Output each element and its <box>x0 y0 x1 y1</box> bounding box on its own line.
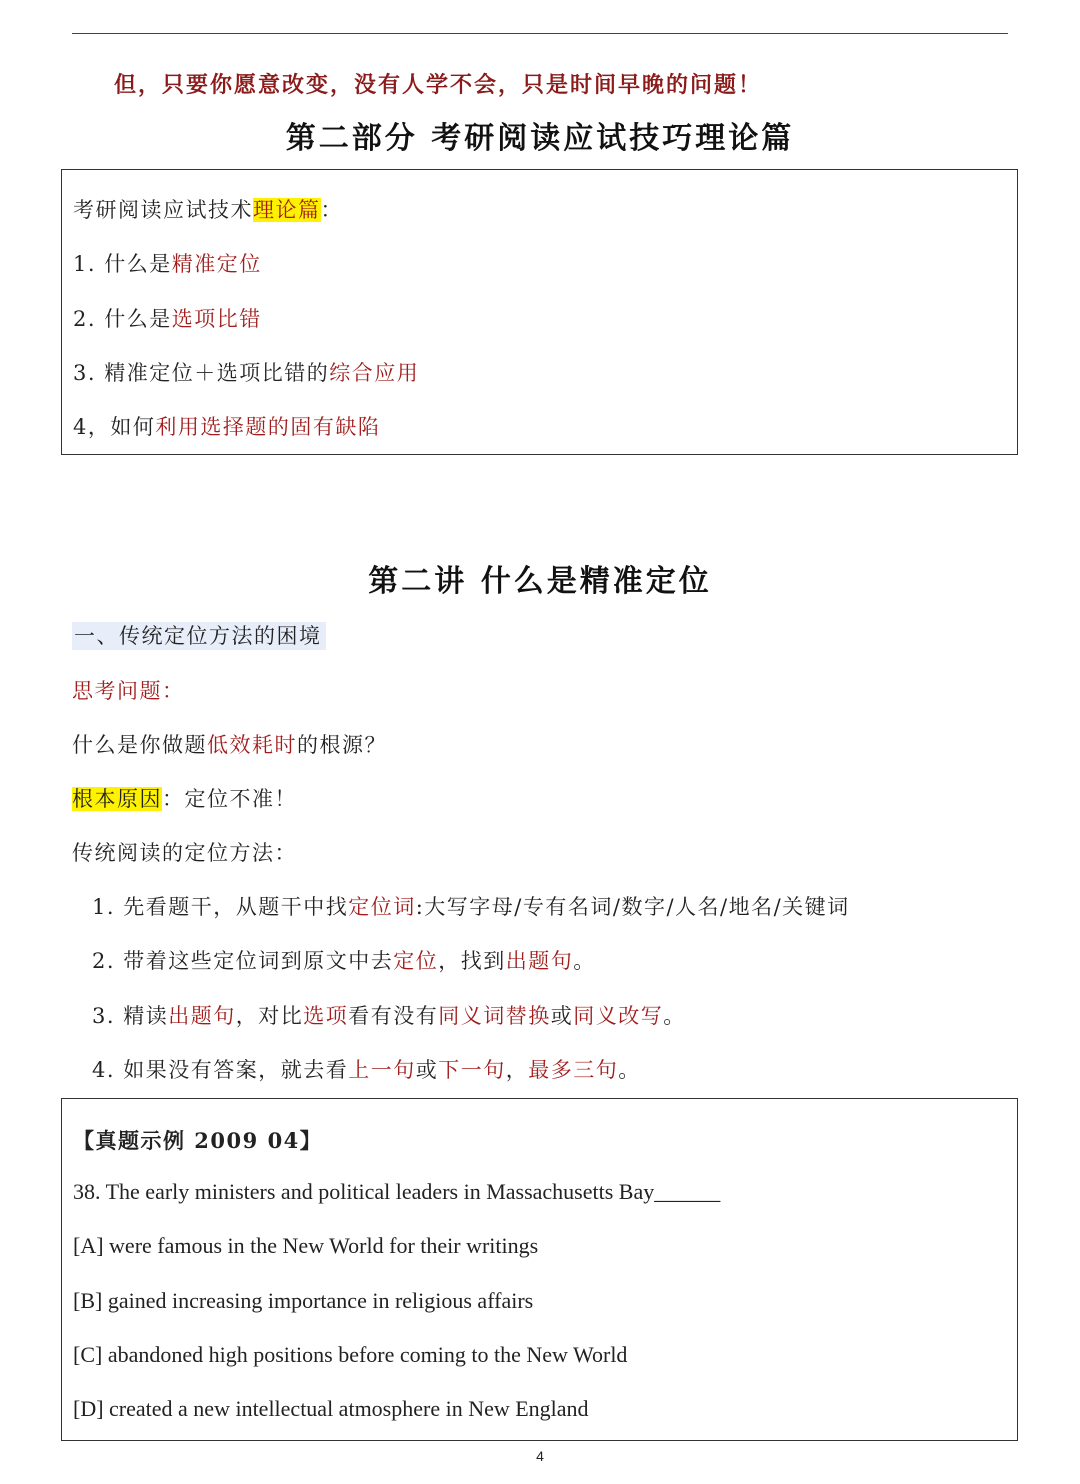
outline-item-text: 2. 什么是 <box>73 307 172 331</box>
step-emphasis: 定位 <box>393 949 439 973</box>
step-text: 2. 带着这些定位词到原文中去 <box>92 949 394 973</box>
outline-box <box>61 169 1018 455</box>
outline-item-text: 3. 精准定位＋选项比错的 <box>73 361 330 385</box>
example-option: [D] created a new intellectual atmosphere in New England <box>73 1396 589 1421</box>
step-emphasis: 最多三句 <box>528 1058 619 1082</box>
step-text: 。 <box>663 1004 686 1028</box>
step-text: 或 <box>550 1004 574 1028</box>
step-emphasis: 选项 <box>303 1004 349 1028</box>
step-emphasis: 出题句 <box>505 949 574 973</box>
question-line <box>72 729 387 759</box>
step-item <box>92 891 850 921</box>
outline-item <box>73 248 262 278</box>
method-heading: 传统阅读的定位方法： <box>72 841 297 865</box>
outline-heading-colon: ： <box>320 198 343 222</box>
question-text: 什么是你做题 <box>72 733 207 757</box>
step-emphasis: 同义词替换 <box>438 1004 551 1028</box>
root-cause-label: 根本原因 <box>72 787 162 811</box>
outline-item-emphasis: 利用选择题的固有缺陷 <box>155 415 381 439</box>
step-emphasis: 下一句 <box>438 1058 506 1082</box>
step-text: 1. 先看题干，从题干中找 <box>92 895 349 919</box>
step-emphasis: 定位词 <box>348 895 416 919</box>
motto-line: 但，只要你愿意改变，没有人学不会，只是时间早晚的问题！ <box>114 72 763 98</box>
step-text: 看有没有 <box>348 1004 439 1028</box>
outline-item-emphasis: 选项比错 <box>171 307 262 331</box>
example-question: 38. The early ministers and political leaders in Massachusetts Bay______ <box>73 1179 721 1204</box>
step-text: ， <box>505 1058 529 1082</box>
step-text: 4. 如果没有答案，就去看 <box>92 1058 349 1082</box>
step-emphasis: 上一句 <box>348 1058 416 1082</box>
step-item <box>92 1054 641 1084</box>
step-emphasis: 出题句 <box>168 1004 236 1028</box>
step-text: ，对比 <box>235 1004 304 1028</box>
outline-item <box>73 357 419 387</box>
step-text: ，找到 <box>438 949 506 973</box>
outline-heading-text: 考研阅读应试技术 <box>73 198 253 222</box>
step-text: 3. 精读 <box>92 1004 169 1028</box>
step-text: 或 <box>415 1058 439 1082</box>
section-heading-text: 一、传统定位方法的困境 <box>72 622 326 650</box>
step-item <box>92 945 596 975</box>
step-text: :大写字母/专有名词/数字/人名/地名/关键词 <box>415 895 850 919</box>
question-emphasis: 低效耗时 <box>207 733 297 757</box>
section-heading <box>72 620 326 650</box>
outline-item-text: 1. 什么是 <box>73 252 172 276</box>
part-title: 第二部分 考研阅读应试技巧理论篇 <box>285 121 795 156</box>
example-option: [C] abandoned high positions before coming to the New World <box>73 1342 628 1367</box>
step-text: 。 <box>573 949 596 973</box>
example-box <box>61 1098 1018 1441</box>
root-cause-line <box>72 783 297 813</box>
step-item <box>92 1000 686 1030</box>
outline-item-emphasis: 综合应用 <box>329 361 420 385</box>
outline-item <box>73 411 380 441</box>
outline-item-text: 4，如何 <box>73 415 156 439</box>
example-option: [A] were famous in the New World for their writings <box>73 1233 539 1258</box>
outline-heading <box>73 194 343 224</box>
question-text-end: 的根源？ <box>297 733 387 757</box>
outline-heading-highlight: 理论篇 <box>253 198 321 222</box>
step-text: 。 <box>618 1058 641 1082</box>
outline-item <box>73 303 262 333</box>
think-label: 思考问题： <box>72 679 185 703</box>
example-option: [B] gained increasing importance in religious affairs <box>73 1288 534 1313</box>
root-cause-text: ：定位不准！ <box>162 787 297 811</box>
outline-item-emphasis: 精准定位 <box>171 252 262 276</box>
step-emphasis: 同义改写 <box>573 1004 664 1028</box>
header-rule <box>72 33 1008 34</box>
lecture-title: 第二讲 什么是精准定位 <box>368 564 712 599</box>
page-number: 4 <box>536 1448 544 1464</box>
example-tag: 【真题示例 2009 04】 <box>73 1128 323 1153</box>
